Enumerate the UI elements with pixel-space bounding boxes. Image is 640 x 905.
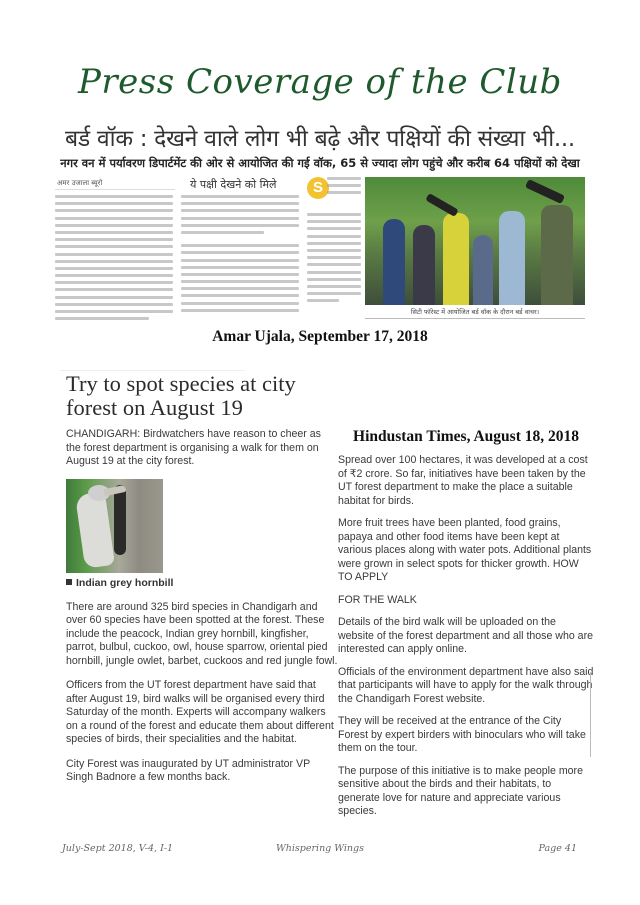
page-footer — [0, 843, 640, 863]
footer-page-number: Page 41 — [538, 843, 577, 854]
hindi-quote-text — [327, 177, 361, 199]
hornbill-photo — [66, 479, 163, 573]
ht-section-heading: FOR THE WALK — [338, 593, 417, 606]
ht-paragraph: Officers from the UT forest department have said that after August 19, bird walks will be organised every third Saturday of the month. Experts will accompany walkers on a round of the forest and educate them about different species of birds, their specialities and the habitat. — [66, 679, 334, 745]
ht-paragraph: City Forest was inaugurated by UT administrator VP Singh Badnore a few months back. — [66, 757, 310, 783]
camera-lens-icon — [525, 179, 565, 204]
ht-article-left-column — [66, 372, 338, 785]
hornbill-photo-caption: Indian grey hornbill — [66, 577, 338, 589]
divider — [590, 672, 591, 757]
source-credit-amar-ujala: Amar Ujala, September 17, 2018 — [212, 328, 428, 345]
ht-headline: Try to spot species at city forest on August 19 — [66, 371, 296, 420]
hindi-subheadline: नगर वन में पर्यावरण डिपार्टमेंट की ओर से आयोजित की गई वॉक, 65 से ज्यादा लोग पहुंचे और करीब 64 पक्षियों को देखा — [60, 156, 580, 170]
ht-paragraph: More fruit trees have been planted, food grains, papaya and other food items have been kept at various places along with water pots. Additional plants were grown in select spots for thicker growth. HOW TO APPLY — [338, 517, 592, 583]
page-title: Press Coverage of the Club — [78, 62, 562, 102]
divider — [365, 318, 585, 319]
ht-article-right-column — [338, 428, 594, 828]
hindi-photo-caption: सिटी फॉरेस्ट में आयोजित बर्ड वॉक के दौरान बर्ड वाचर। — [410, 308, 540, 316]
footer-issue: July-Sept 2018, V-4, I-1 — [62, 843, 174, 854]
ht-paragraph: They will be received at the entrance of the City Forest by expert birders with binoculars who will take them on the tour. — [338, 715, 586, 754]
footer-publication: Whispering Wings — [275, 843, 364, 854]
hindi-text-column-2 — [181, 195, 299, 316]
spotting-scope-icon — [425, 193, 458, 217]
quote-badge-icon: S — [307, 177, 329, 199]
hindi-text-column-1 — [55, 195, 173, 324]
hindi-byline: अमर उजाला ब्यूरो — [57, 179, 103, 187]
hindi-headline: बर्ड वॉक : देखने वाले लोग भी बढ़े और पक्षियों की संख्या भी... — [65, 126, 575, 152]
hindi-section-heading: ये पक्षी देखने को मिले — [190, 178, 277, 191]
ht-paragraph: Details of the bird walk will be uploaded on the website of the forest department and all those who are interested can apply online. — [338, 616, 593, 655]
ht-lead-paragraph: CHANDIGARH: Birdwatchers have reason to cheer as the forest department is organising a walk for them on August 19 at the city forest. — [66, 428, 321, 467]
ht-paragraph: There are around 325 bird species in Chandigarh and over 60 species have been spotted at the forest. These include the peacock, Indian grey hornbill, kingfisher, parrot, bulbul, cuckoo, owl, house sparrow, oriental pied hornbill, jungle owlet, barbet, cuckoos and red jungle fowl. — [66, 600, 338, 667]
hindi-text-column-3 — [307, 207, 361, 306]
hornbill-icon — [75, 491, 115, 568]
hindi-clipping — [55, 125, 585, 325]
source-credit-hindustan-times: Hindustan Times, August 18, 2018 — [353, 428, 579, 445]
ht-paragraph: The purpose of this initiative is to make people more sensitive about the birds and their habitats, to generate love for nature and appreciate various species. — [338, 764, 583, 817]
bullet-icon — [66, 579, 72, 585]
ht-paragraph: Spread over 100 hectares, it was developed at a cost of ₹2 crore. So far, initiatives have been taken by the UT forest department to make the place a suitable habitat for birds. — [338, 454, 588, 507]
divider — [55, 189, 175, 190]
birdwatchers-photo — [365, 177, 585, 305]
ht-paragraph: Officials of the environment department have also said that participants will have to apply for the walk through the Chandigarh Forest website. — [338, 665, 594, 705]
hindi-article-body — [55, 177, 585, 325]
